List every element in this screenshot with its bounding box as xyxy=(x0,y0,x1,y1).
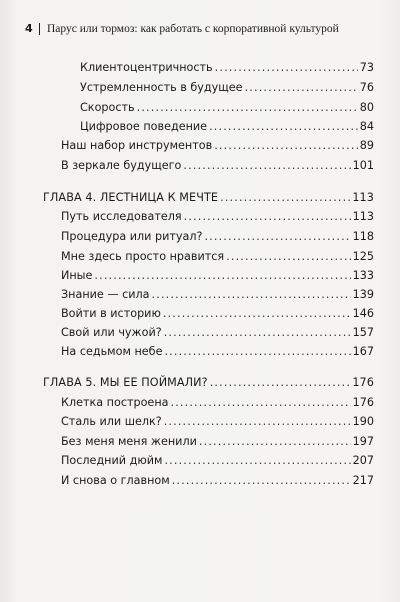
toc-entry-title: Свой или чужой? xyxy=(61,326,162,339)
toc-entry-page: 73 xyxy=(359,61,374,74)
toc-entry-title: Наш набор инструментов xyxy=(61,139,213,152)
toc-entry xyxy=(61,250,374,263)
toc-entry xyxy=(61,435,374,448)
toc-entry xyxy=(61,139,374,152)
toc-entry-title: На седьмом небе xyxy=(61,345,163,358)
toc-leader xyxy=(184,210,351,223)
header-divider xyxy=(39,23,40,35)
toc-entry-page: 207 xyxy=(352,454,374,467)
toc-chapter xyxy=(43,191,374,204)
toc-entry-page: 118 xyxy=(352,230,374,243)
toc-entry-title: Клетка построена xyxy=(61,396,169,409)
toc-entry-title: Иные xyxy=(61,269,93,282)
toc-entry-title: Войти в историю xyxy=(61,307,161,320)
toc-entry-page: 101 xyxy=(352,159,374,172)
toc-entry-title: В зеркале будущего xyxy=(61,159,182,172)
toc-entry xyxy=(61,230,374,243)
toc-entry-title: Устремленность в будущее xyxy=(80,81,243,94)
toc-leader xyxy=(171,396,351,409)
toc-chapter-page: 176 xyxy=(352,376,374,389)
toc-entry xyxy=(61,326,374,339)
toc-leader xyxy=(172,474,351,487)
toc-entry xyxy=(80,81,374,94)
toc-entry-title: Цифровое поведение xyxy=(80,120,208,133)
toc-entry-page: 167 xyxy=(352,345,374,358)
toc-entry-page: 197 xyxy=(352,435,374,448)
toc-entry xyxy=(61,288,374,301)
toc-entry xyxy=(61,415,374,428)
toc-entry-page: 133 xyxy=(352,269,374,282)
toc-entry-title: Знание — сила xyxy=(61,288,150,301)
toc-leader xyxy=(215,61,358,74)
toc-leader xyxy=(163,307,351,320)
toc-entry-title: И снова о главном xyxy=(61,474,170,487)
toc-leader xyxy=(226,250,351,263)
toc-entry-page: 139 xyxy=(352,288,374,301)
toc-entry-page: 113 xyxy=(352,210,374,223)
toc-entry-title: Мне здесь просто нравится xyxy=(61,250,225,263)
toc-entry-page: 157 xyxy=(352,326,374,339)
toc-entry-title: Путь исследователя xyxy=(61,210,182,223)
toc-leader xyxy=(183,159,350,172)
toc-entry-title: Процедура или ритуал? xyxy=(61,230,203,243)
toc-leader xyxy=(199,435,351,448)
toc-entry-page: 84 xyxy=(359,120,374,133)
toc-entry xyxy=(61,269,374,282)
toc-leader xyxy=(164,345,350,358)
toc-entry-title: Клиентоцентричность xyxy=(80,61,213,74)
toc-entry-page: 146 xyxy=(352,307,374,320)
toc-leader xyxy=(164,415,351,428)
toc-chapter-page: 113 xyxy=(352,191,374,204)
toc-chapter-title: ГЛАВА 4. ЛЕСТНИЦА К МЕЧТЕ xyxy=(43,191,219,204)
toc-entry xyxy=(80,101,374,114)
toc-leader xyxy=(214,139,358,152)
toc-leader xyxy=(152,288,351,301)
toc-leader xyxy=(164,454,350,467)
page-header xyxy=(25,22,339,35)
toc-leader xyxy=(210,376,351,389)
toc-entry-title: Скорость xyxy=(80,101,135,114)
toc-leader xyxy=(204,230,350,243)
toc-entry-page: 89 xyxy=(359,139,374,152)
toc-entry-page: 125 xyxy=(352,250,374,263)
toc-entry-page: 217 xyxy=(352,474,374,487)
toc-chapter xyxy=(43,376,374,389)
toc-leader xyxy=(164,326,351,339)
toc-entry xyxy=(61,474,374,487)
toc-leader xyxy=(245,81,358,94)
toc-leader xyxy=(137,101,358,114)
toc-entry xyxy=(61,396,374,409)
toc-entry xyxy=(61,345,374,358)
toc-entry-page: 76 xyxy=(359,81,374,94)
toc-chapter-title: ГЛАВА 5. МЫ ЕЕ ПОЙМАЛИ? xyxy=(43,376,208,389)
toc-leader xyxy=(94,269,350,282)
toc-entry-page: 176 xyxy=(352,396,374,409)
toc-entry xyxy=(61,307,374,320)
toc-leader xyxy=(209,120,358,133)
toc-entry-title: Последний дюйм xyxy=(61,454,163,467)
toc-entry-title: Без меня меня женили xyxy=(61,435,197,448)
toc-entry xyxy=(80,61,374,74)
toc-entry xyxy=(61,454,374,467)
toc-entry xyxy=(80,120,374,133)
toc-entry xyxy=(61,210,374,223)
toc-entry xyxy=(61,159,374,172)
toc-leader xyxy=(220,191,350,204)
toc-entry-title: Сталь или шелк? xyxy=(61,415,162,428)
toc-entry-page: 190 xyxy=(352,415,374,428)
running-title: Парус или тормоз: как работать с корпоративной культурой xyxy=(46,22,339,35)
page-number: 4 xyxy=(25,22,33,35)
toc-entry-page: 80 xyxy=(359,101,374,114)
